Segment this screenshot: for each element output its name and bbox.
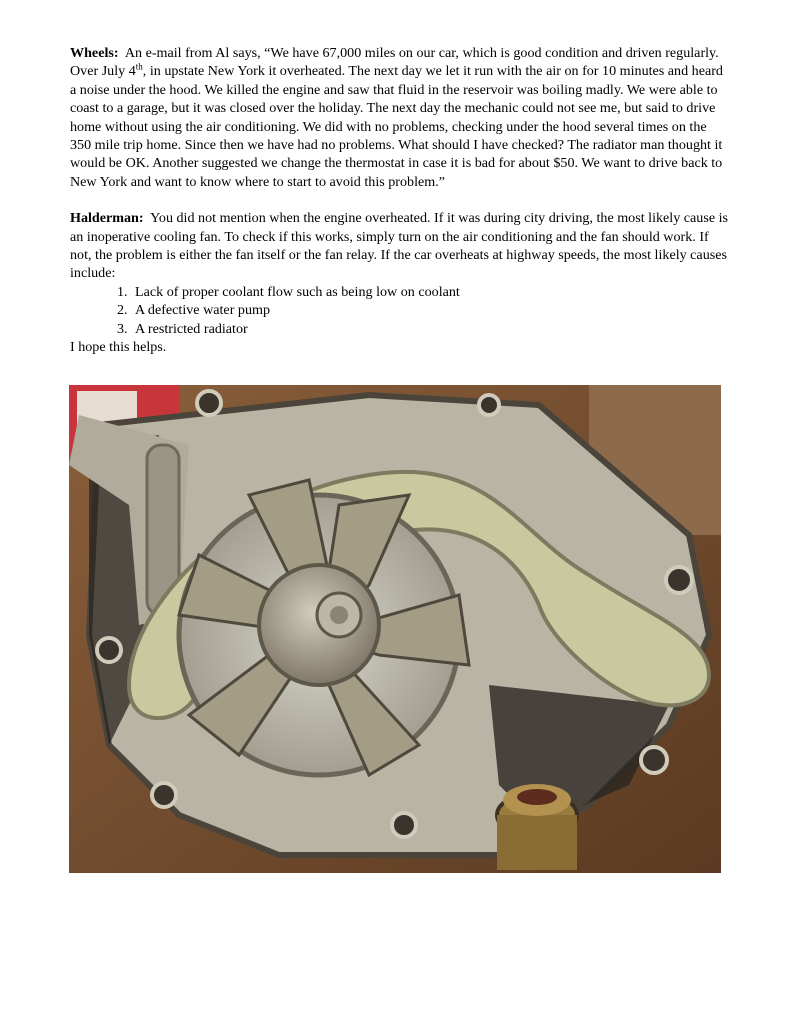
letter-text-part1: An e-mail from Al says, “We have 67,000 miles on our car, which is good condition and driven regularly. Over July 4 [70,45,719,80]
answer-text: You did not mention when the engine overheated. If it was during city driving, the most likely cause is an inoperative cooling fan. To check if this works, simply turn on the air conditioning and the fan should work. If not, the problem is either the fan itself or the fan relay. If the car overheats at highway speeds, the most likely causes include: [70,210,728,282]
causes-list [70,283,730,338]
cause-item [70,301,730,319]
article-text [70,44,730,357]
cause-number: 1. [117,283,128,300]
cause-item [70,320,730,338]
cause-item [70,283,730,301]
bolt-hole [97,638,121,662]
answer-paragraph [70,209,730,283]
bolt-hole [197,391,221,415]
letter-text-part2: , in upstate New York it overheated. The next day we let it run with the air on for 10 minutes and heard a noise under the hood. We killed the engine and saw that fluid in the reservoir was boiling madly. We were able to coast to a garage, but it was closed over the holiday. The next day the mechanic could not see me, but said to drive home without using the air conditioning. We did with no problems, checking under the hood several times on the 350 mile trip home. Since then we have had no problems. What should I have checked? The radiator man thought it would be OK. Another suggested we change the thermostat in case it is bad for about $50. We want to drive back to New York and want to know where to start to avoid this problem.” [70,63,723,190]
letter-speaker: Wheels: [70,45,119,61]
cause-text: A defective water pump [135,302,271,319]
answer-speaker: Halderman: [70,210,144,227]
water-pump-photo-icon [69,385,721,873]
bolt-hole [392,813,416,837]
shaft-center [330,606,348,624]
letter-paragraph [70,44,730,191]
cause-number: 3. [117,320,128,337]
bolt-hole [152,783,176,807]
bolt-hole [666,567,692,593]
water-pump-photo [69,385,721,873]
bolt-hole [641,747,667,773]
bolt-hole [479,395,499,415]
cause-number: 2. [117,302,128,319]
ordinal-suffix: th [135,61,143,72]
cause-text: Lack of proper coolant flow such as being low on coolant [135,283,460,300]
cause-text: A restricted radiator [135,320,248,337]
brass-fitting [497,784,577,870]
closing-line: I hope this helps. [70,339,167,356]
